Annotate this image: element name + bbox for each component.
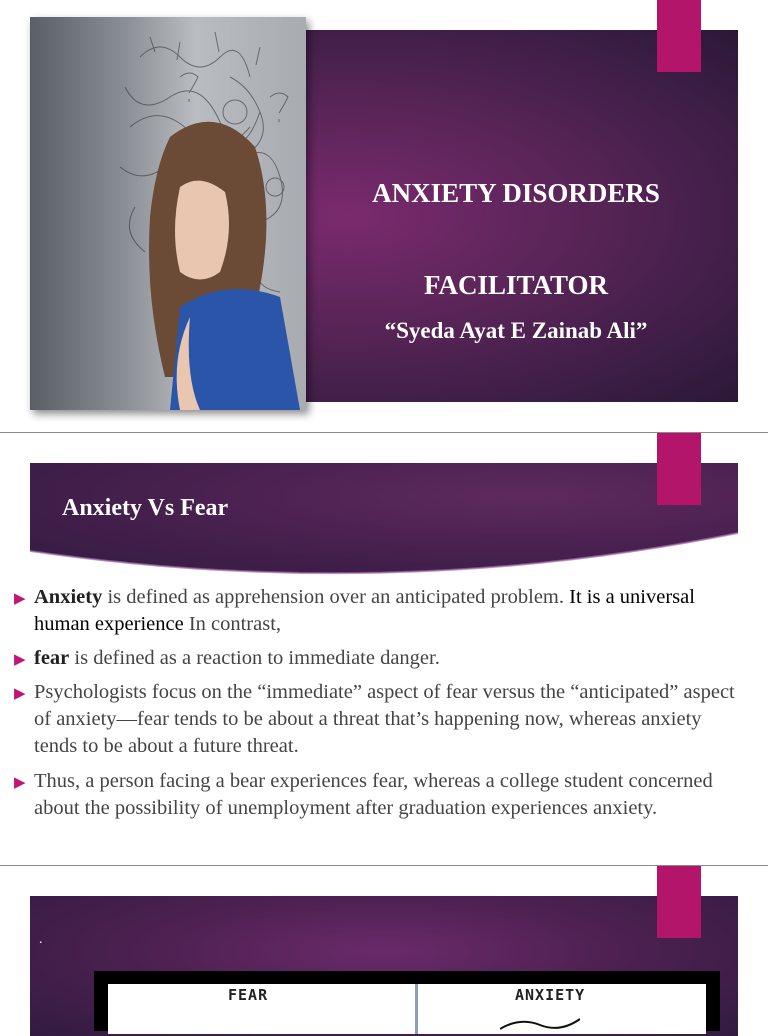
accent-bar [657, 866, 701, 938]
bullet-item [14, 645, 740, 672]
accent-bar [657, 0, 701, 72]
bullet-text: Psychologists focus on the “immediate” aspect of fear versus the “anticipated” aspect of anxiety—fear tends to be about a threat that’s happening now, whereas anxiety tends to be about a future threat. [34, 681, 735, 757]
comparison-slide [0, 866, 768, 1024]
bullet-text: Thus, a person facing a bear experiences fear, whereas a college student concerned about the possibility of unemployment after graduation experiences anxiety. [34, 770, 713, 819]
stressed-woman-photo [30, 17, 306, 410]
anxiety-label: ANXIETY [515, 986, 586, 1004]
term-fear: fear [34, 647, 70, 669]
fear-label: FEAR [228, 986, 269, 1004]
bullet-text-emphasis: It is a universal human experience [34, 586, 695, 635]
term-anxiety: Anxiety [34, 586, 103, 608]
bullet-item [14, 584, 740, 638]
triangle-right-icon: ▶ [14, 775, 26, 791]
bullet-item [14, 679, 740, 760]
triangle-right-icon: ▶ [14, 652, 26, 668]
facilitator-label: FACILITATOR [423, 270, 609, 300]
title-slide [0, 0, 768, 432]
bullet-text: is defined as a reaction to immediate danger. [69, 647, 440, 669]
bullet-item [14, 768, 740, 822]
slide-title: Anxiety Vs Fear [62, 495, 229, 521]
bullet-text: is defined as apprehension over an anticipated problem. [102, 586, 570, 608]
stray-dot: . [39, 932, 43, 947]
accent-bar [657, 433, 701, 505]
photo-illustration [30, 17, 306, 410]
facilitator-name: “Syeda Ayat E Zainab Ali” [384, 318, 648, 343]
triangle-right-icon: ▶ [14, 686, 26, 702]
bullet-text-tail: In contrast, [183, 613, 282, 635]
presentation-title: ANXIETY DISORDERS [372, 178, 660, 208]
comparison-image [108, 984, 706, 1034]
content-slide [0, 433, 768, 865]
triangle-right-icon: ▶ [14, 591, 26, 607]
comparison-sketch [500, 1014, 580, 1034]
comparison-divider [415, 984, 418, 1034]
